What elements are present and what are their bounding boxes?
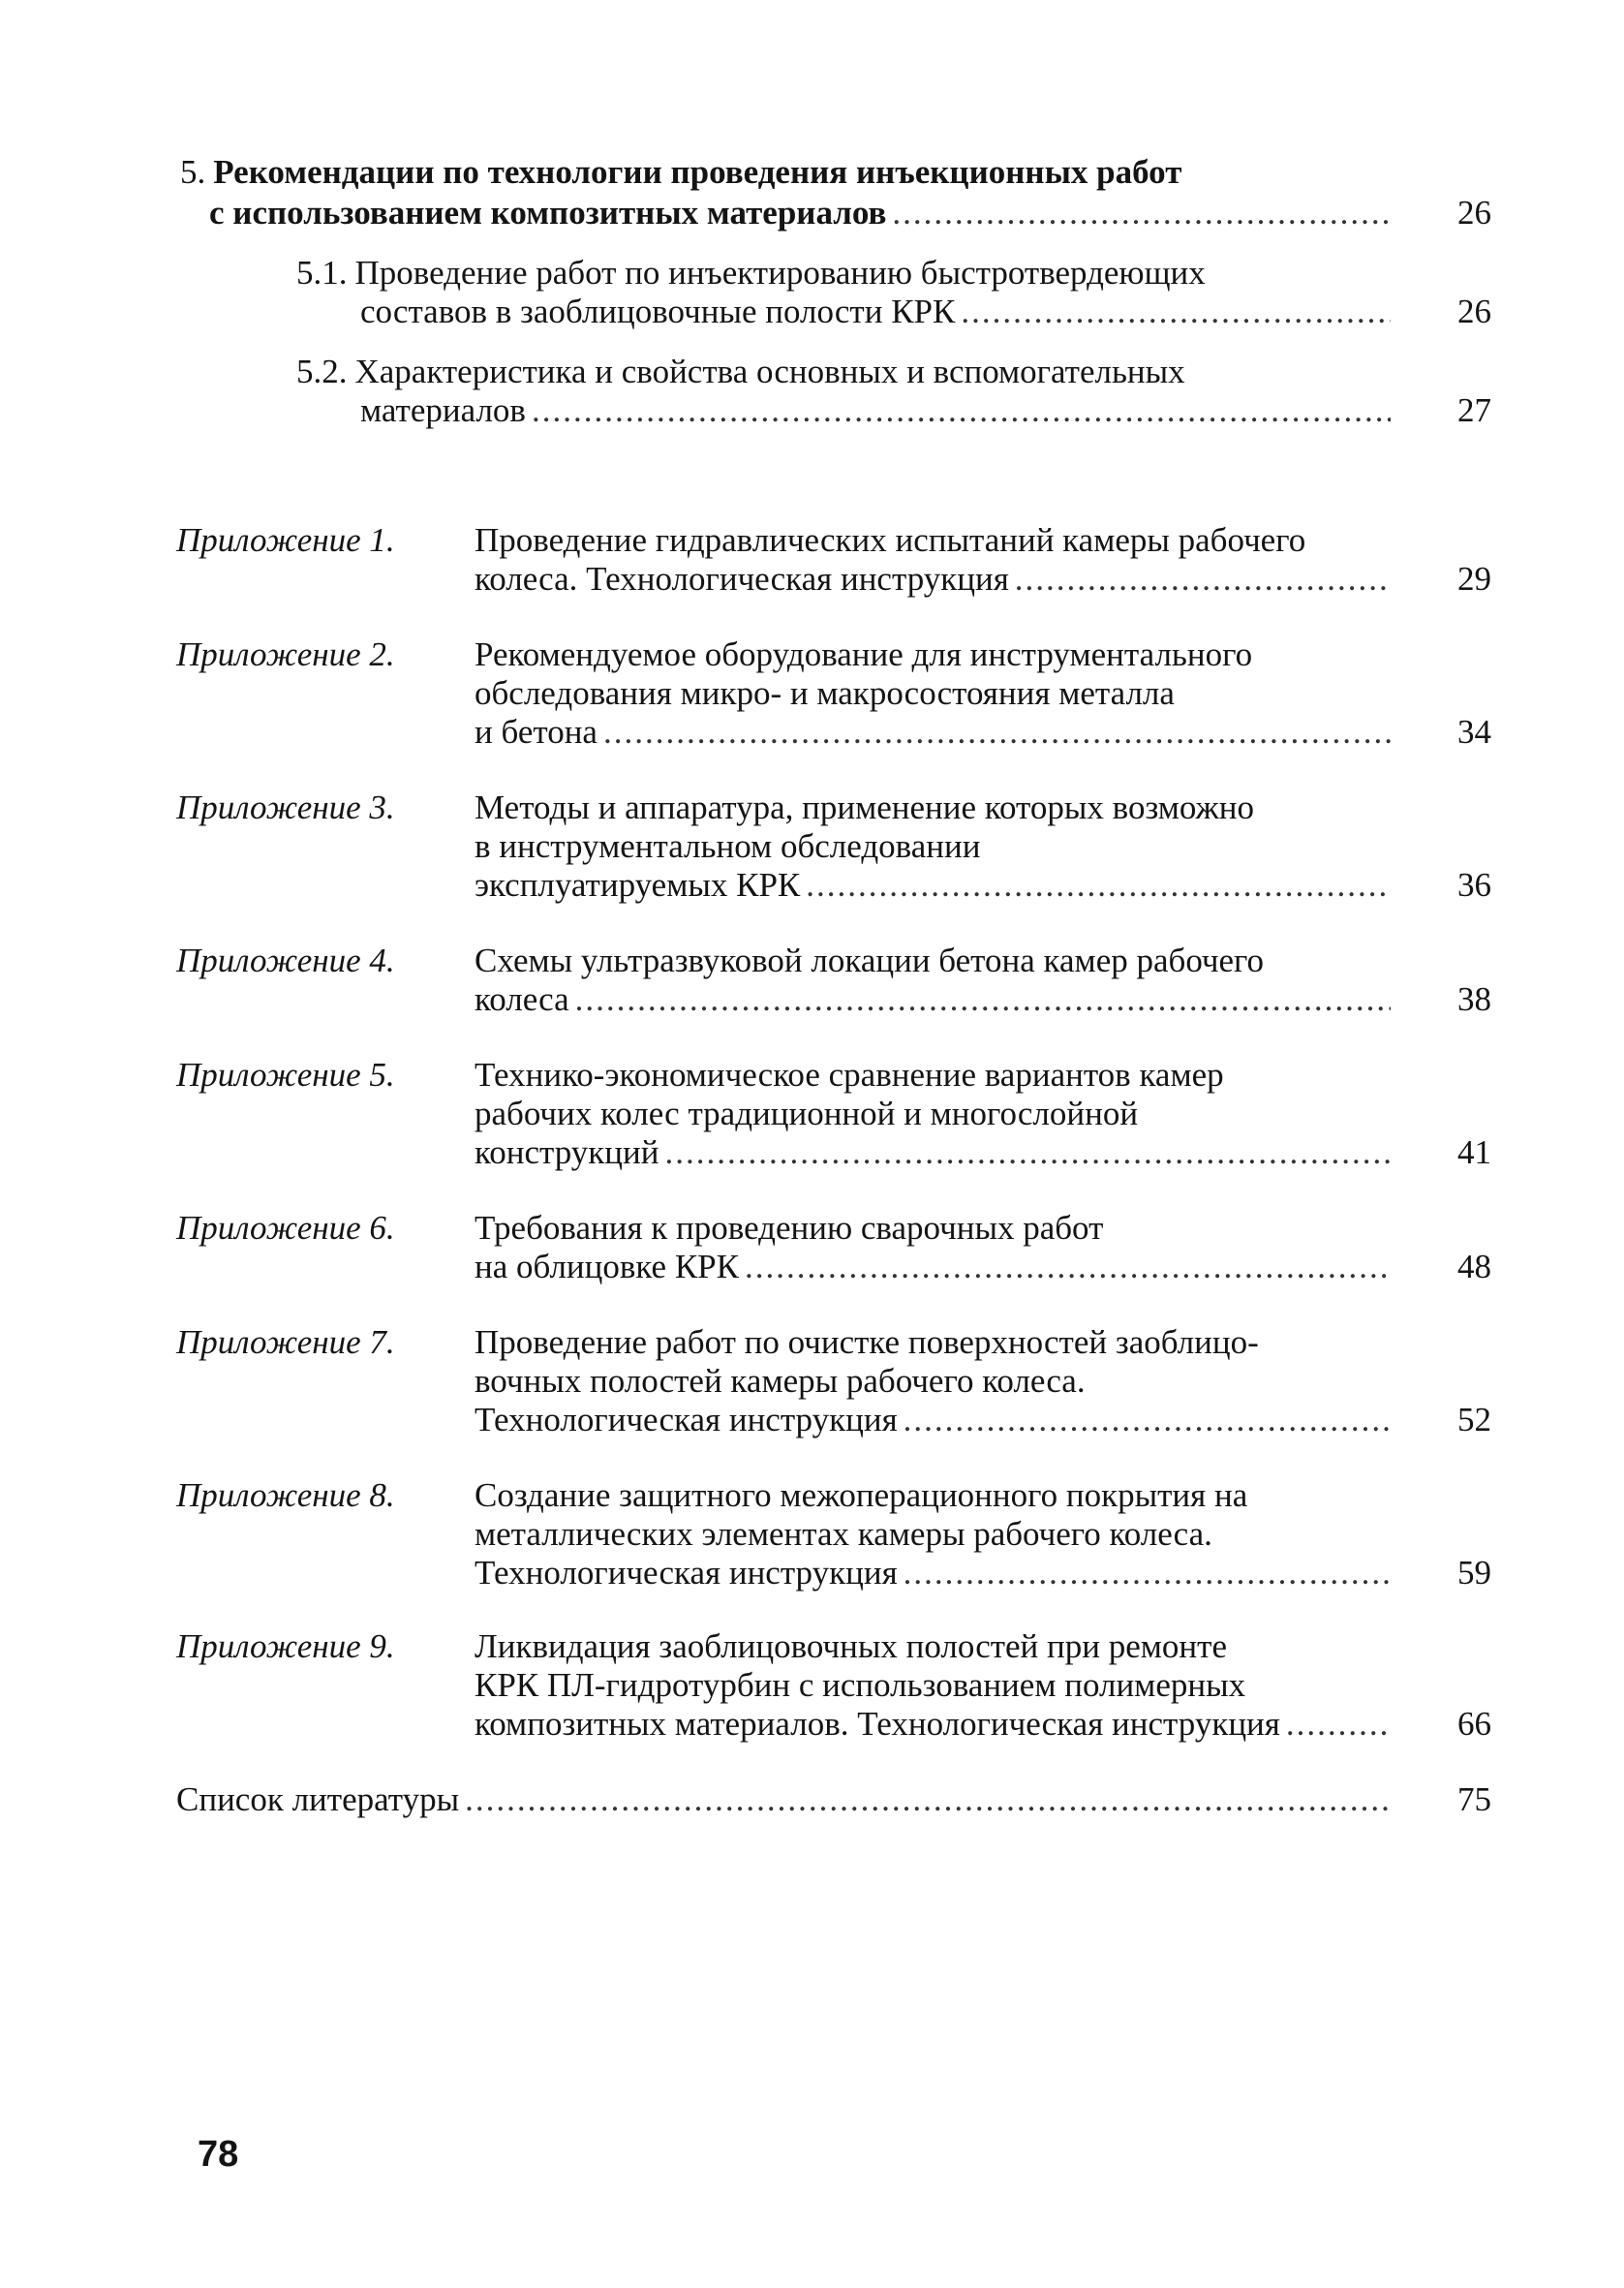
appendix-line: на облицовке КРК bbox=[475, 1248, 739, 1285]
page-number-5-2: 27 bbox=[1457, 391, 1491, 429]
appendix-line: Технологическая инструкция bbox=[475, 1554, 898, 1592]
appendix-line: эксплуатируемых КРК bbox=[475, 866, 801, 904]
appendix-label: Приложение 2. bbox=[176, 635, 395, 673]
appendix-line: конструкций bbox=[475, 1133, 659, 1171]
appendix-label: Приложение 6. bbox=[176, 1209, 395, 1247]
appendix-line: рабочих колес традиционной и многослойной bbox=[475, 1095, 1139, 1132]
page-number-appendix-5: 41 bbox=[1457, 1133, 1491, 1171]
leader-dots bbox=[961, 293, 1391, 331]
appendix-line: колеса. Технологическая инструкция bbox=[475, 560, 1009, 598]
subsection-line1: Проведение работ по инъектированию быстротвердеющих bbox=[354, 254, 1206, 292]
appendix-line: Требования к проведению сварочных работ bbox=[475, 1209, 1104, 1247]
subsection-number: 5.1. bbox=[296, 254, 348, 292]
appendix-line: и бетона bbox=[475, 713, 598, 751]
toc-appendix-1 bbox=[475, 521, 1396, 599]
page-number-references: 75 bbox=[1457, 1780, 1491, 1818]
toc-references bbox=[176, 1780, 1396, 1819]
appendix-line: Технико-экономическое сравнение вариантов камер bbox=[475, 1056, 1224, 1094]
toc-appendix-3 bbox=[475, 788, 1396, 905]
subsection-line1: Характеристика и свойства основных и вспомогательных bbox=[354, 353, 1185, 390]
toc-appendix-5 bbox=[475, 1056, 1396, 1172]
appendix-line: Создание защитного межоперационного покрытия на bbox=[475, 1476, 1248, 1514]
appendix-line: вочных полостей камеры рабочего колеса. bbox=[475, 1362, 1086, 1400]
appendix-label: Приложение 7. bbox=[176, 1323, 395, 1361]
toc-appendix-9 bbox=[475, 1627, 1396, 1744]
page-folio: 78 bbox=[198, 2134, 239, 2175]
leader-dots bbox=[532, 391, 1391, 430]
references-title: Список литературы bbox=[176, 1780, 460, 1818]
page-number-appendix-7: 52 bbox=[1457, 1401, 1491, 1438]
subsection-line2: материалов bbox=[360, 391, 526, 429]
appendix-line: Технологическая инструкция bbox=[475, 1401, 898, 1438]
toc-appendix-8 bbox=[475, 1476, 1396, 1592]
appendix-line: Рекомендуемое оборудование для инструментального bbox=[475, 635, 1253, 673]
page-number-section-5: 26 bbox=[1457, 194, 1491, 232]
appendix-label: Приложение 3. bbox=[176, 788, 395, 826]
toc-subsection-5-2 bbox=[296, 353, 1396, 430]
leader-dots bbox=[745, 1248, 1391, 1286]
appendix-label: Приложение 1. bbox=[176, 521, 395, 559]
page-number-appendix-4: 38 bbox=[1457, 980, 1491, 1018]
toc-appendix-4 bbox=[475, 942, 1396, 1019]
appendix-line: Ликвидация заоблицовочных полостей при ремонте bbox=[475, 1627, 1227, 1665]
subsection-number: 5.2. bbox=[296, 353, 348, 390]
appendix-line: КРК ПЛ-гидротурбин с использованием полимерных bbox=[475, 1666, 1246, 1704]
toc-appendix-7 bbox=[475, 1323, 1396, 1439]
appendix-label: Приложение 5. bbox=[176, 1056, 395, 1094]
leader-dots bbox=[664, 1133, 1391, 1172]
leader-dots bbox=[806, 866, 1391, 905]
appendix-line: Схемы ультразвуковой локации бетона камер рабочего bbox=[475, 942, 1265, 979]
page-number-5-1: 26 bbox=[1457, 293, 1491, 330]
appendix-line: колеса bbox=[475, 980, 569, 1018]
appendix-line: металлических элементах камеры рабочего колеса. bbox=[475, 1515, 1212, 1553]
leader-dots bbox=[904, 1401, 1391, 1439]
appendix-line: Методы и аппаратура, применение которых возможно bbox=[475, 788, 1254, 826]
leader-dots bbox=[575, 980, 1391, 1019]
page-number-appendix-6: 48 bbox=[1457, 1248, 1491, 1285]
appendix-line: в инструментальном обследовании bbox=[475, 827, 981, 865]
leader-dots bbox=[1286, 1705, 1391, 1744]
toc-subsection-5-1 bbox=[296, 254, 1396, 331]
appendix-label: Приложение 4. bbox=[176, 942, 395, 979]
toc-appendix-2 bbox=[475, 635, 1396, 752]
leader-dots bbox=[1015, 560, 1391, 599]
leader-dots bbox=[465, 1780, 1391, 1819]
section-title-line1: Рекомендации по технологии проведения инъекционных работ bbox=[213, 153, 1182, 191]
toc-appendix-6 bbox=[475, 1209, 1396, 1286]
leader-dots bbox=[904, 1554, 1391, 1592]
page-number-appendix-1: 29 bbox=[1457, 560, 1491, 598]
leader-dots bbox=[603, 713, 1391, 752]
page-number-appendix-9: 66 bbox=[1457, 1705, 1491, 1743]
leader-dots bbox=[892, 194, 1391, 232]
page-number-appendix-8: 59 bbox=[1457, 1554, 1491, 1592]
appendix-label: Приложение 8. bbox=[176, 1476, 395, 1514]
page-number-appendix-3: 36 bbox=[1457, 866, 1491, 904]
toc-section-5 bbox=[180, 153, 1396, 232]
subsection-line2: составов в заоблицовочные полости КРК bbox=[360, 293, 956, 330]
appendix-line: Проведение работ по очистке поверхностей заоблицо- bbox=[475, 1323, 1259, 1361]
appendix-line: обследования микро- и макросостояния металла bbox=[475, 674, 1175, 712]
appendix-label: Приложение 9. bbox=[176, 1627, 395, 1665]
section-title-line2: с использованием композитных материалов bbox=[209, 194, 887, 232]
appendix-line: композитных материалов. Технологическая инструкция bbox=[475, 1705, 1280, 1743]
appendix-line: Проведение гидравлических испытаний камеры рабочего bbox=[475, 521, 1306, 559]
page-number-appendix-2: 34 bbox=[1457, 713, 1491, 751]
section-number: 5. bbox=[180, 153, 206, 191]
